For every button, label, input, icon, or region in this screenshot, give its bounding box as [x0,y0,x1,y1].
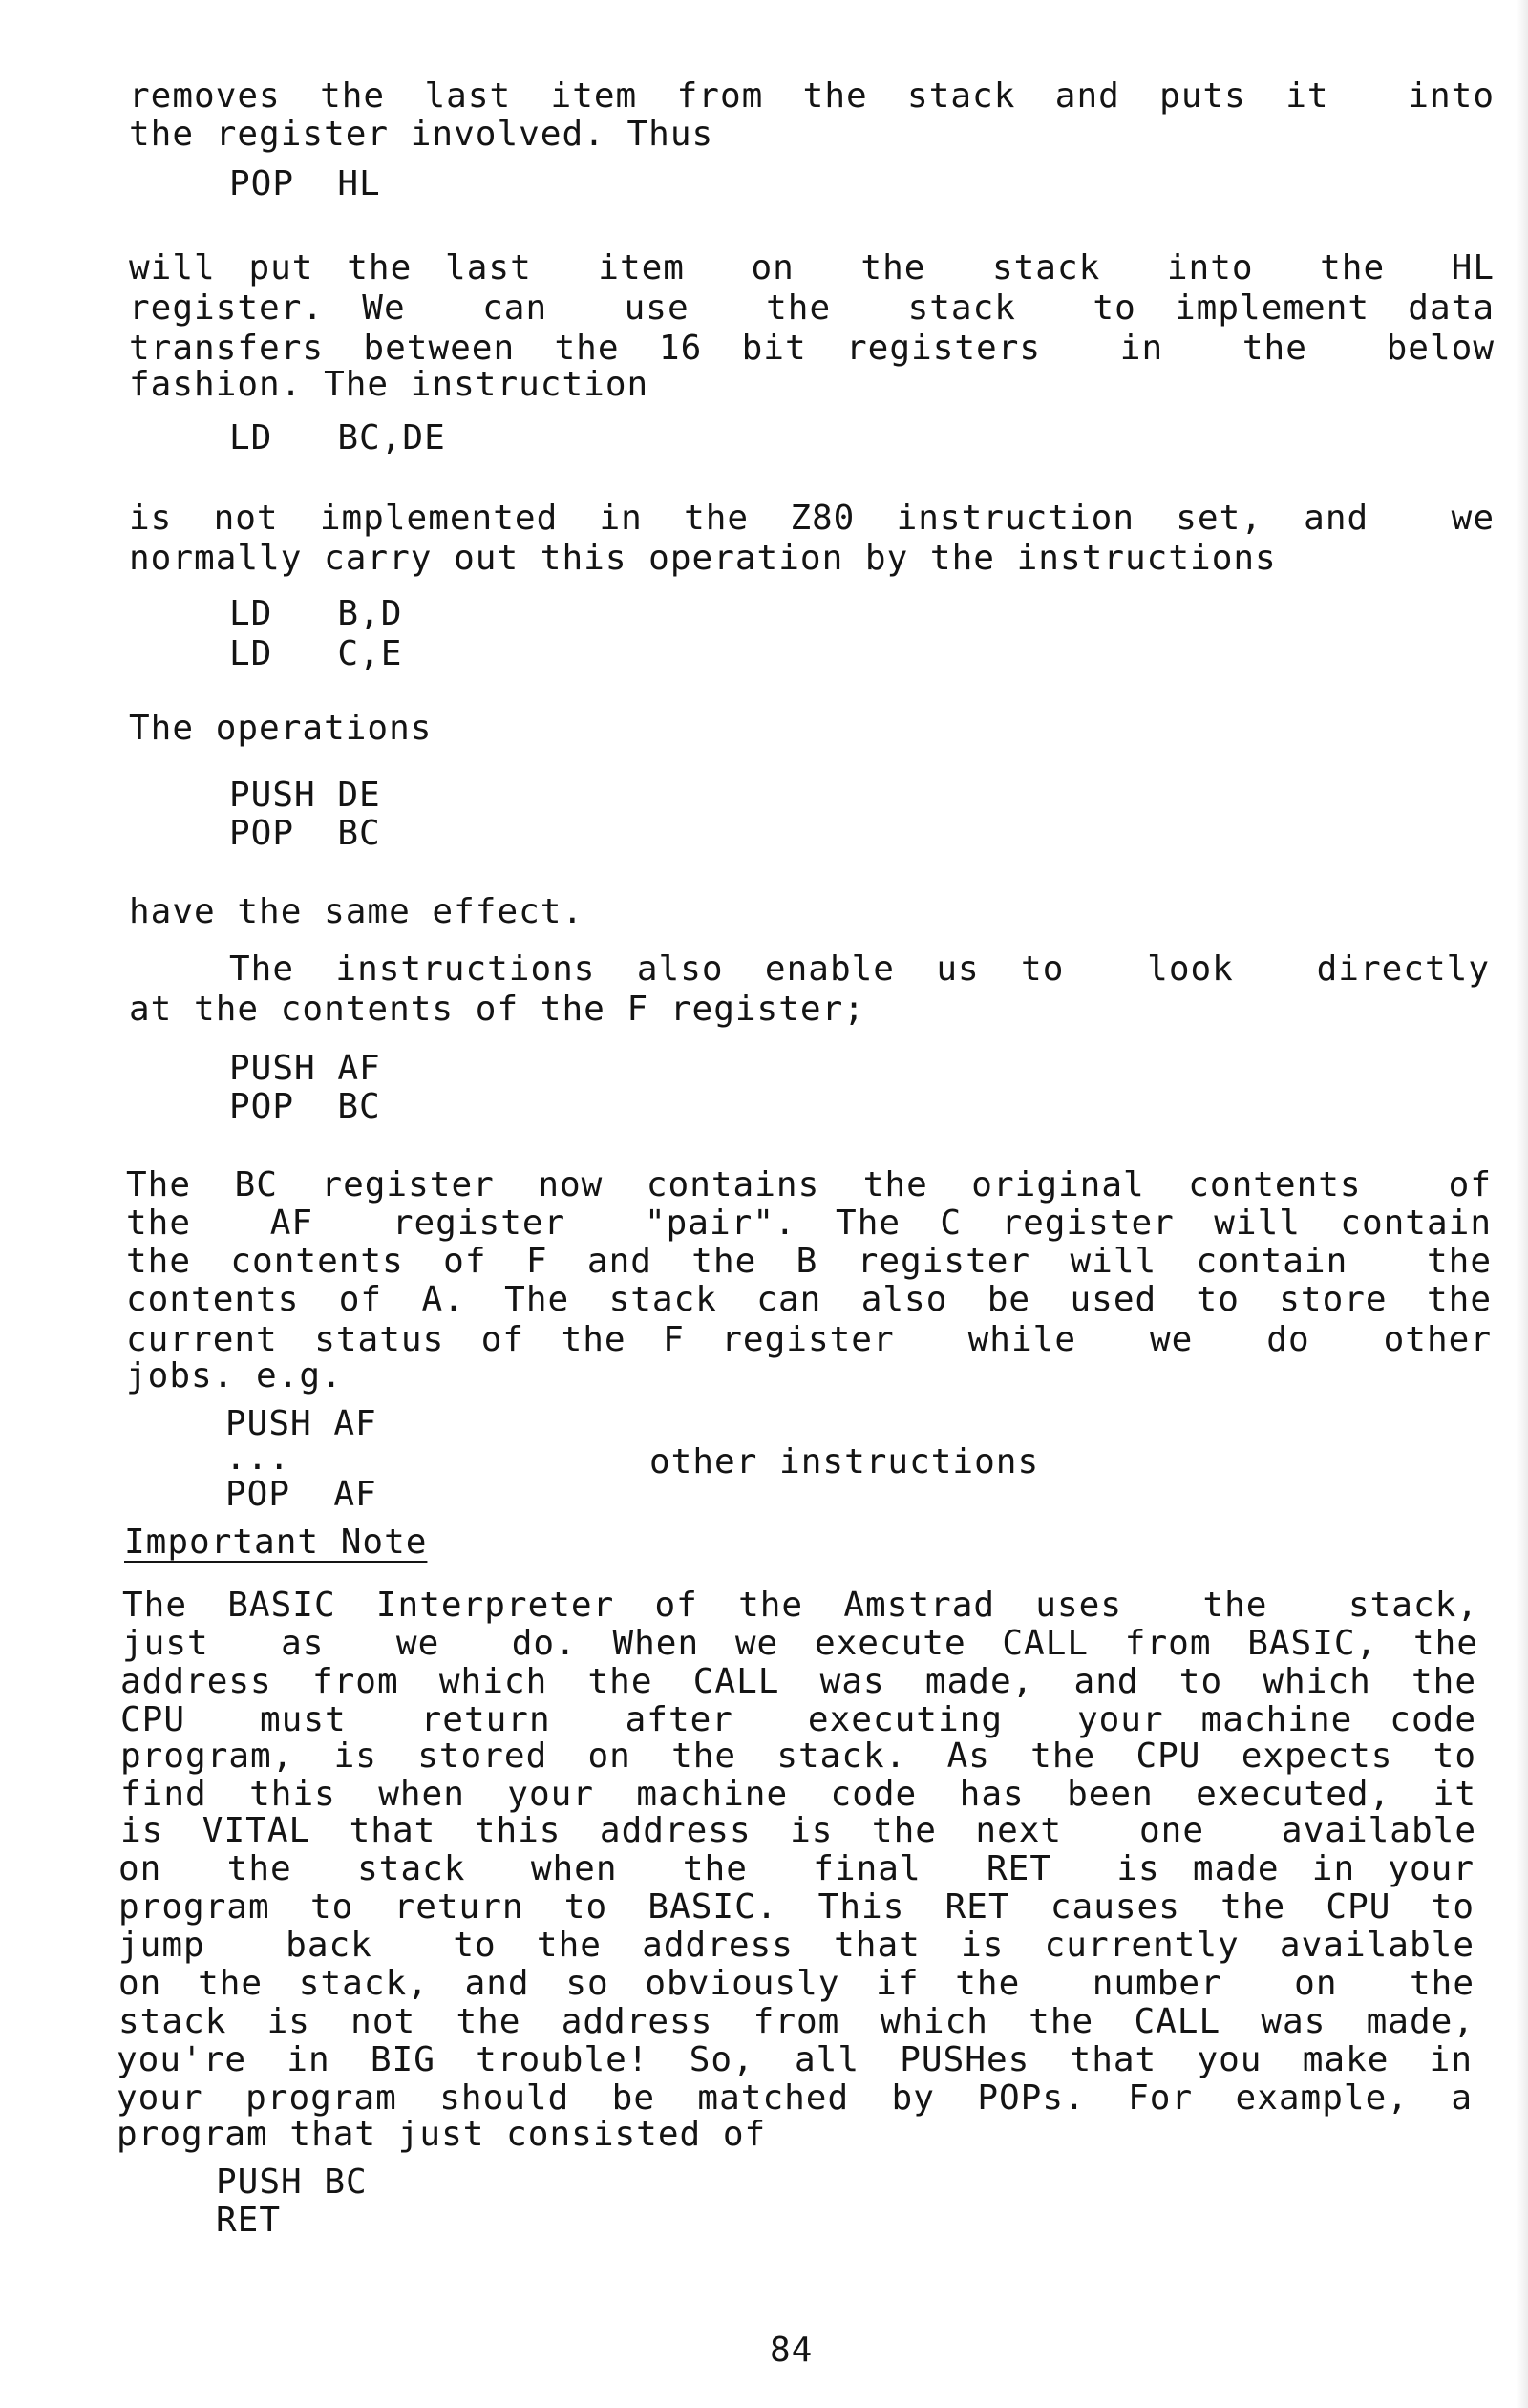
code-line: POP AF [225,1475,377,1514]
text-line: program, is stored on the stack. As the CPU expects to [120,1737,1476,1776]
code-line: LD BC,DE [229,418,446,458]
text-line: removes the last item from the stack and puts it into [129,76,1495,116]
text-line: The instructions also enable us to look directly [229,949,1490,989]
text-line: at the contents of the F register; [129,990,865,1029]
text-line: on the stack when the final RET is made in your [118,1849,1475,1888]
text-line: program to return to BASIC. This RET causes the CPU to [118,1887,1475,1927]
code-line: LD B,D [229,594,403,633]
text-line: just as we do. When we execute CALL from BASIC, the [122,1624,1478,1663]
text-line: jobs. e.g. [126,1356,343,1396]
code-line: PUSH DE [229,776,381,815]
text-line: The BASIC Interpreter of the Amstrad uses the stack, [122,1586,1478,1625]
text-line: contents of A. The stack can also be used to store the [126,1280,1492,1319]
text-line: jump back to the address that is currently available [118,1926,1475,1965]
text-line: address from which the CALL was made, and to which the [120,1662,1476,1701]
text-line: will put the last item on the stack into the HL [129,248,1495,288]
text-line: The operations [129,709,433,748]
code-line: POP BC [229,1087,381,1126]
text-line: stack is not the address from which the CALL was made, [118,2002,1475,2041]
text-line: The BC register now contains the original contents of [126,1165,1492,1204]
code-comment: other instructions [649,1442,1040,1481]
text-line: program that just consisted of [117,2115,767,2154]
code-line: PUSH BC [216,2163,368,2202]
code-line: POP HL [229,164,381,203]
text-line: the contents of F and the B register will contain the [126,1242,1492,1281]
text-line: your program should be matched by POPs. For example, a [117,2078,1473,2118]
text-line: the register involved. Thus [129,115,714,154]
text-line: on the stack, and so obviously if the number on the [118,1964,1475,2003]
text-line: transfers between the 16 bit registers in the below [129,329,1495,368]
code-line: ... [225,1438,291,1478]
page-edge-shadow [1517,0,1528,2408]
code-line: RET [216,2201,282,2240]
text-line: current status of the F register while we do other [126,1320,1492,1359]
text-line: normally carry out this operation by the instructions [129,539,1277,578]
text-line: have the same effect. [129,892,584,931]
text-line: find this when your machine code has been executed, it [120,1775,1476,1814]
text-line: CPU must return after executing your machine code [120,1700,1476,1739]
code-line: LD C,E [229,634,403,673]
page-number: 84 [770,2331,814,2370]
text-line: register. We can use the stack to implement data [129,288,1495,328]
code-line: POP BC [229,814,381,853]
code-line: PUSH AF [229,1049,381,1088]
text-line: the AF register "pair". The C register will contain [126,1204,1492,1243]
text-line: fashion. The instruction [129,365,649,404]
section-heading: Important Note [124,1523,428,1562]
text-line: is not implemented in the Z80 instruction set, and we [129,499,1495,538]
text-line: is VITAL that this address is the next one available [120,1811,1476,1850]
text-line: you're in BIG trouble! So, all PUSHes that you make in [117,2040,1473,2079]
code-line: PUSH AF [225,1404,377,1443]
